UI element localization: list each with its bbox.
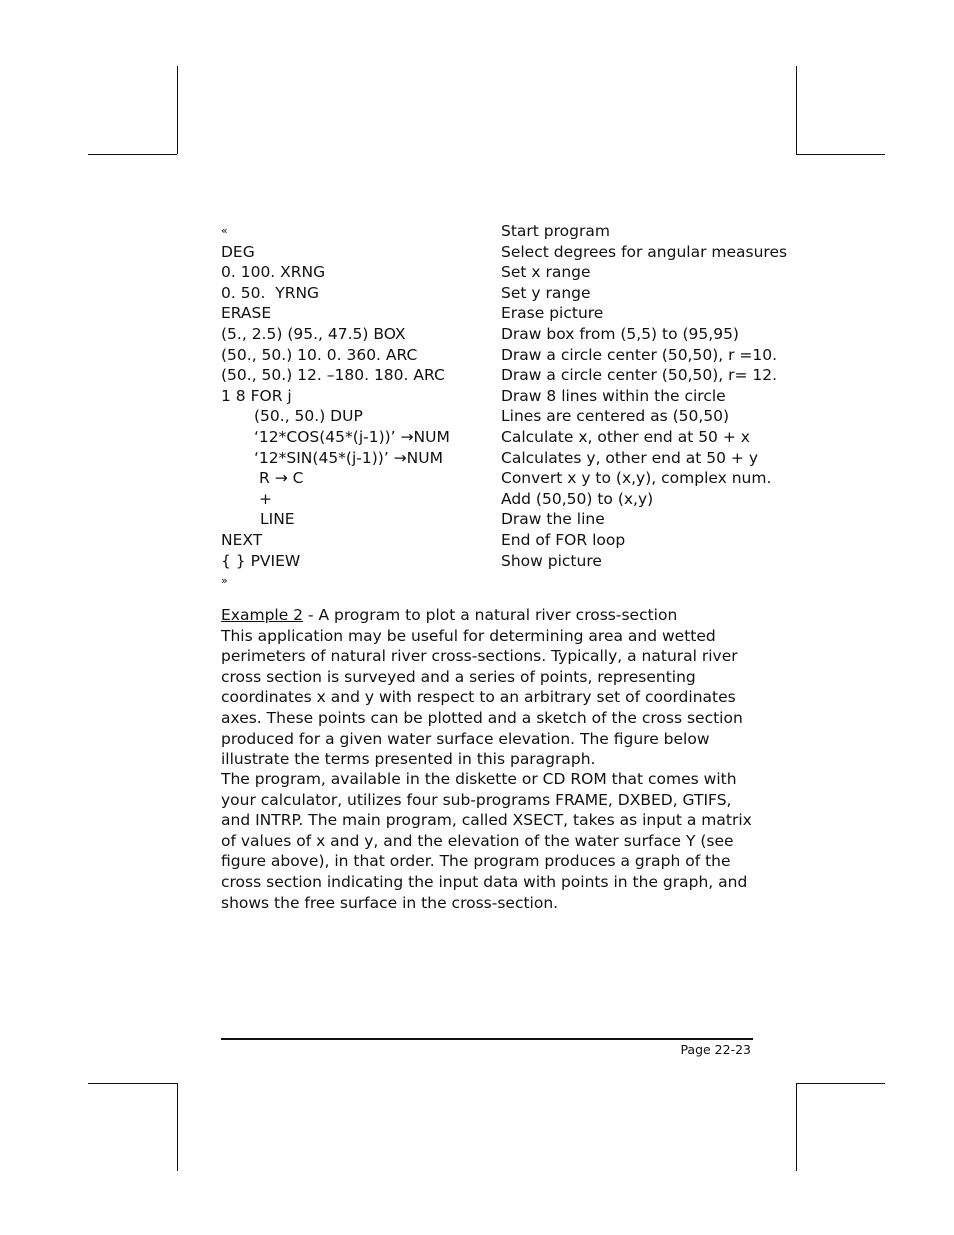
program-listing xyxy=(221,221,788,592)
program-row xyxy=(221,262,761,283)
description-cell: Convert x y to (x,y), complex num. xyxy=(501,469,772,488)
code-cell: { } PVIEW xyxy=(221,551,301,570)
code-cell: » xyxy=(221,574,228,588)
paragraph-1: This application may be useful for determining area and wetted perimeters of natural river cross-sections. Typically, a natural river cross section is surveyed and a series of points, representing coordinates x and y with respect to an arbitrary set of coordinates axes. These points can be plotted and a sketch of the cross section produced for a given water surface elevation. The figure below illustrate the terms presented in this paragraph. xyxy=(221,626,743,769)
program-row xyxy=(221,345,778,366)
program-row xyxy=(221,303,761,324)
crop-mark xyxy=(796,154,885,155)
program-row xyxy=(221,365,778,386)
code-cell: LINE xyxy=(260,510,295,529)
crop-mark xyxy=(88,154,177,155)
code-cell: NEXT xyxy=(221,530,263,549)
code-cell: (50., 50.) 10. 0. 360. ARC xyxy=(221,345,418,364)
description-cell: Select degrees for angular measures xyxy=(501,242,788,261)
crop-mark xyxy=(796,66,797,154)
program-row xyxy=(221,406,761,427)
program-row xyxy=(221,427,761,448)
description-cell: Set y range xyxy=(501,283,591,302)
description-cell: Draw a circle center (50,50), r =10. xyxy=(501,345,778,364)
program-row xyxy=(221,509,761,530)
program-row xyxy=(221,283,761,304)
footer-rule xyxy=(221,1038,753,1040)
paragraph-2: The program, available in the diskette or CD ROM that comes with your calculator, utilizes four sub-programs FRAME, DXBED, GTIFS, and INTRP. The main program, called XSECT, takes as input a matrix of values of x and y, and the elevation of the water surface Y (see figure above), in that order. The program produces a graph of the cross section indicating the input data with points in the graph, and shows the free surface in the cross-section. xyxy=(221,770,752,912)
description-cell: Draw a circle center (50,50), r= 12. xyxy=(501,366,778,385)
description-cell: Calculates y, other end at 50 + y xyxy=(501,448,759,467)
program-description-section xyxy=(221,769,761,913)
code-cell: ‘12*COS(45*(j-1))’ →NUM xyxy=(254,427,450,446)
description-cell: Calculate x, other end at 50 + x xyxy=(501,427,750,446)
description-cell: Draw the line xyxy=(501,510,605,529)
program-row xyxy=(221,468,772,489)
program-row xyxy=(221,448,761,469)
code-cell: (5., 2.5) (95., 47.5) BOX xyxy=(221,324,406,343)
description-cell: End of FOR loop xyxy=(501,530,626,549)
program-row xyxy=(221,324,761,345)
description-cell: Add (50,50) to (x,y) xyxy=(501,489,654,508)
program-row xyxy=(221,571,761,592)
description-cell: Lines are centered as (50,50) xyxy=(501,407,730,426)
example-title: - A program to plot a natural river cross-section xyxy=(303,606,678,624)
program-row xyxy=(221,386,761,407)
description-cell: Draw 8 lines within the circle xyxy=(501,386,726,405)
description-cell: Show picture xyxy=(501,551,602,570)
code-cell: R → C xyxy=(259,469,304,488)
program-row xyxy=(221,242,788,263)
code-cell: + xyxy=(259,489,272,508)
crop-mark xyxy=(796,1083,797,1171)
code-cell: ERASE xyxy=(221,304,272,323)
description-cell: Erase picture xyxy=(501,304,604,323)
description-cell: Set x range xyxy=(501,263,591,282)
code-cell: (50., 50.) DUP xyxy=(254,407,363,426)
program-row xyxy=(221,221,761,242)
crop-mark xyxy=(177,1083,178,1171)
code-cell: « xyxy=(221,224,228,237)
example-heading xyxy=(221,605,761,626)
crop-mark xyxy=(88,1083,177,1084)
code-cell: 1 8 FOR j xyxy=(221,386,292,405)
code-cell: ‘12*SIN(45*(j-1))’ →NUM xyxy=(254,448,443,467)
description-cell: Start program xyxy=(501,222,610,240)
example-section xyxy=(221,605,761,770)
page-number: Page 22-23 xyxy=(680,1042,751,1057)
program-row xyxy=(221,551,761,572)
program-row xyxy=(221,489,761,510)
crop-mark xyxy=(177,66,178,154)
code-cell: DEG xyxy=(221,242,255,261)
example-label: Example 2 xyxy=(221,606,304,624)
code-cell: 0. 100. XRNG xyxy=(221,263,326,282)
crop-mark xyxy=(796,1083,885,1084)
code-cell: 0. 50. YRNG xyxy=(221,283,320,302)
program-row xyxy=(221,530,761,551)
description-cell: Draw box from (5,5) to (95,95) xyxy=(501,324,739,343)
code-cell: (50., 50.) 12. –180. 180. ARC xyxy=(221,366,445,385)
